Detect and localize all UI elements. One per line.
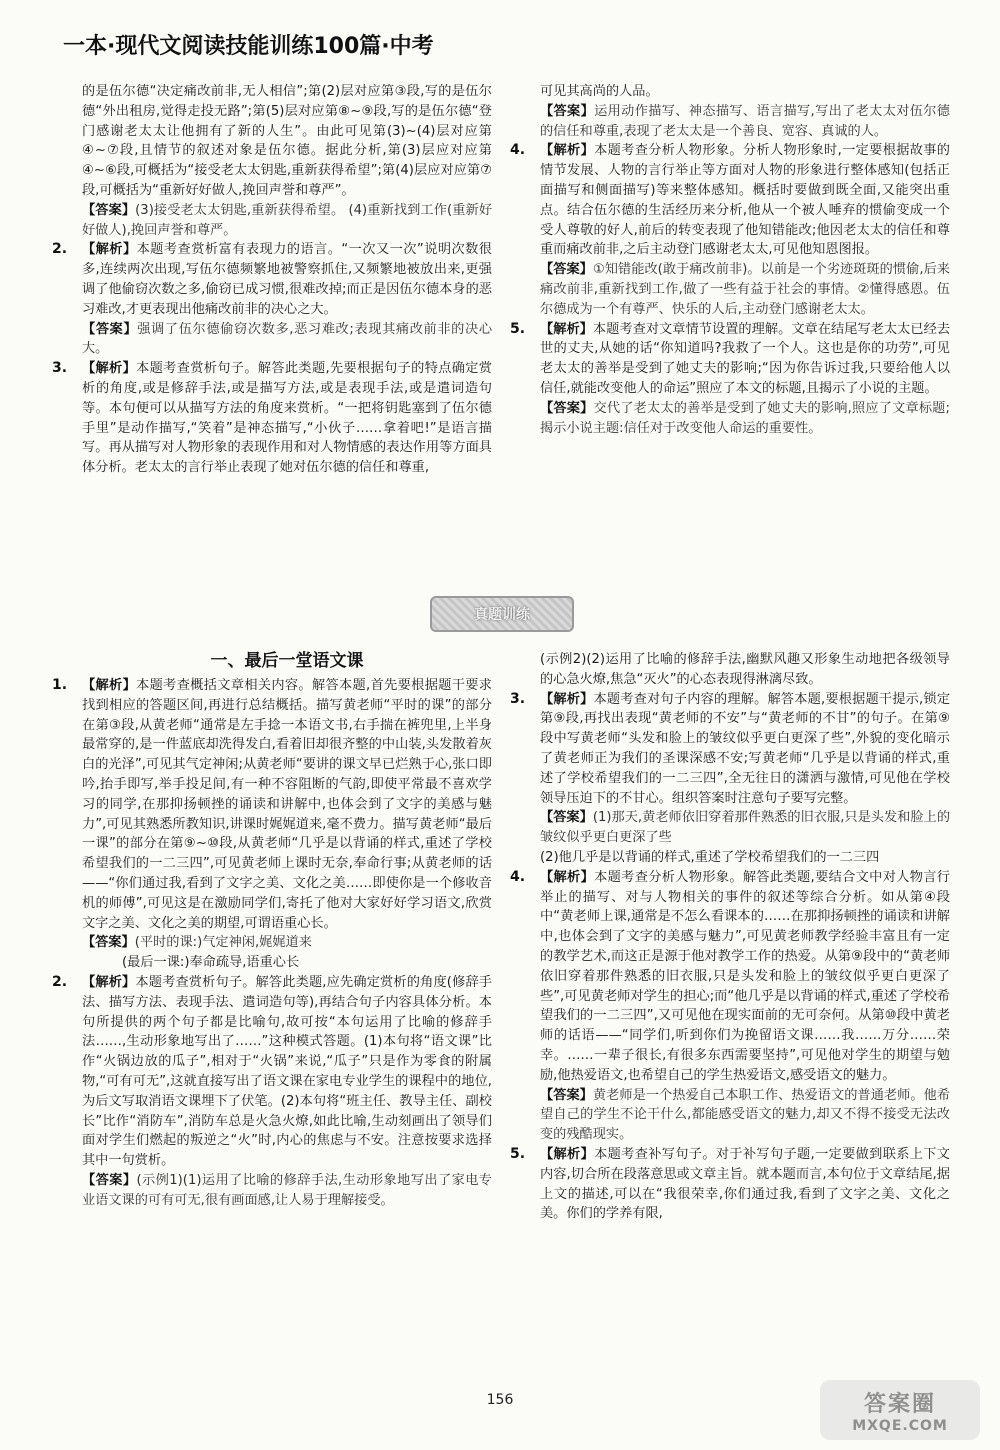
question-number: 2.: [52, 973, 68, 990]
watermark-logo: [820, 1380, 980, 1440]
analysis-tag: 【解析】: [540, 321, 593, 337]
question-number: 3.: [52, 360, 68, 377]
answer-paragraph: [540, 808, 950, 848]
analysis-paragraph: [540, 690, 950, 809]
question-2: [52, 973, 492, 1211]
answer-text: 强调了伍尔德偷窃次数多,恶习难改;表现其痛改前非的决心大。: [82, 321, 493, 357]
analysis-tag: 【解析】: [540, 1146, 595, 1162]
analysis-tag: 【解析】: [540, 691, 594, 707]
paragraph: 可见其高尚的人品。: [540, 84, 659, 99]
answer-paragraph: [540, 1086, 950, 1145]
q1-continuation: [82, 82, 492, 240]
page-header: [63, 12, 960, 82]
analysis-tag: 【解析】: [82, 361, 137, 377]
q3-continuation: [540, 82, 950, 141]
answer-paragraph: [540, 399, 950, 439]
analysis-text: 本题考查对句子内容的理解。解答本题,要根据题干提示,锁定第⑨段,再找出表现“黄老师的不安”与“黄老师的不甘”的句子。在第⑨段中写黄老师“头发和脸上的皱纹似乎更白更深了些”,外貌的变化暗示了黄老师正为我们的圣课深感不安;写黄老师“几乎是以背诵的样式,重述了学校希望我们的一二三四”,全无往日的潇洒与激情,可见他在学校领导压迫下的不甘心。组织答案时注意句子要写完整。: [540, 691, 950, 806]
answer-paragraph: [82, 933, 492, 953]
analysis-text: 本题考查分析人物形象。解答此类题,要结合文中对人物言行举止的描写、对与人物相关的事件的叙述等综合分析。如从第④段中“黄老师上课,通常是不怎么看课本的……在那抑扬顿挫的诵读和讲解中,也体会到了文字的美感与魅力”,可见黄老师教学经验丰富且有一定的教学艺术,而这正是源于他对教学工作的热爱。从第⑨段中的“黄老师依旧穿着那件熟悉的旧衣服,只是头发和脸上的皱纹似乎更白更深了些”,可见黄老师对学生的担心;而“他几乎是以背诵的样式,重述了学校希望我们的一二三四”,又可见他在现实面前的无可奈何。从第⑩段中黄老师的话语——“同学们,听到你们为挽留语文课……我……万分……荣幸。……一辈子很长,有很多东西需要坚持”,可见他对学生的期望与勉励,他热爱语文,也希望自己的学生热爱语文,感受语文的魅力。: [540, 869, 950, 1083]
answer-line: (2)他几乎是以背诵的样式,重述了学校希望我们的一二三四: [540, 849, 880, 865]
analysis-text: 本题考查赏析句子。解答此类题,应先确定赏析的角度(修辞手法、描写方法、表现手法、遣词造句等),再结合句子内容具体分析。本句所提供的两个句子都是比喻句,故可按“本句运用了比喻的修辞手法……,生动形象地写出了……”这种模式答题。(1)本句将“语文课”比作“火锅边放的瓜子”,相对于“火锅”来说,“瓜子”只是作为零食的附属物,“可有可无”,这就直接写出了语文课在家电专业学生的课程中的地位,为后文写取消语文课埋下了伏笔。(2)本句将“班主任、教导主任、副校长”比作“消防车”,消防车总是火急火燎,如此比喻,生动刻画出了领导们面对学生们燃起的叛逆之“火”时,内心的焦虑与不安。注意按要求选择其中一句赏析。: [82, 974, 492, 1169]
answer-text: 交代了老太太的善举是受到了她丈夫的影响,照应了文章标题;揭示小说主题:信任对于改变他人命运的重要性。: [540, 400, 951, 436]
page-number: 156: [486, 1392, 514, 1408]
answer-text: (平时的课:)气定神闲,娓娓道来: [134, 935, 312, 951]
answer-paragraph: [82, 201, 492, 241]
question-4: [510, 141, 950, 319]
left-top-column: [52, 82, 493, 584]
answer-paragraph: [540, 102, 950, 142]
answer-text: ①知错能改(敢于痛改前非)。以前是一个劣迹斑斑的惯偷,后来痛改前非,重新找到工作,做了一些有益于社会的事情。②懂得感恩。伍尔德成为一个有尊严、快乐的人后,主动登门感谢老太太。: [540, 262, 950, 317]
answer-text: (示例1)(1)运用了比喻的修辞手法,生动形象地写出了家电专业语文课的可有可无,很有画面感,让人易于理解接受。: [82, 1172, 492, 1208]
paragraph: 的是伍尔德“决定痛改前非,无人相信”;第(2)层对应第③段,写的是伍尔德“外出租房,觉得走投无路”;第(5)层对应第⑧~⑨段,写的是伍尔德“登门感谢老太太让他拥有了新的人生”。由此可见第(3)~(4)层对应第④~⑦段,且情节的叙述对象是伍尔德。据此分析,第(3)层应对应第④~⑥段,可概括为“接受老太太钥匙,重新获得希望”;第(4)层应对应第⑦段,可概括为“重新好好做人,挽回声誉和尊严”。: [82, 84, 492, 198]
answer-text: (1)那天,黄老师依旧穿着那件熟悉的旧衣服,只是头发和脸上的皱纹似乎更白更深了些: [540, 810, 951, 846]
paragraph: (示例2)(2)运用了比喻的修辞手法,幽默风趣又形象生动地把各级领导的心急火燎,焦急“灭火”的心态表现得淋漓尽致。: [540, 652, 950, 687]
answer-tag: 【答案】: [82, 202, 136, 218]
analysis-tag: 【解析】: [82, 242, 137, 258]
answer-tag: 【答案】: [82, 1172, 137, 1188]
q2-continuation: [540, 650, 950, 690]
analysis-paragraph: [540, 320, 950, 399]
question-number: 4.: [510, 868, 526, 885]
analysis-tag: 【解析】: [540, 869, 595, 885]
right-bottom-column: [510, 650, 951, 1390]
question-number: 4.: [510, 142, 526, 159]
analysis-text: 本题考查对文章情节设置的理解。文章在结尾写老太太已经去世的丈夫,从她的话“你知道吗?我救了一个人。这也是你的功劳”,可见老太太的善举是受到了她丈夫的影响;“因为你告诉过我,只要给他人以信任,就能改变他人的命运”照应了本文的标题,且揭示了小说的主题。: [540, 321, 951, 396]
question-5: [510, 320, 951, 439]
analysis-paragraph: [82, 359, 492, 478]
answer-tag: 【答案】: [82, 321, 138, 337]
question-number: 1.: [52, 677, 68, 693]
answer-tag: 【答案】: [540, 103, 595, 119]
answer-line: (最后一课:)奉命疏导,语重心长: [122, 955, 300, 971]
analysis-paragraph: [540, 868, 950, 1086]
analysis-paragraph: [82, 973, 492, 1171]
analysis-tag: 【解析】: [540, 143, 595, 159]
watermark-text: 答案圈: [863, 1391, 936, 1417]
answer-text: 运用动作描写、神态描写、语言描写,写出了老太太对伍尔德的信任和尊重,表现了老太太是一个善良、宽容、真诚的人。: [540, 103, 950, 139]
answer-paragraph: [82, 1171, 492, 1211]
answer-tag: 【答案】: [82, 935, 135, 951]
right-top-column: [510, 82, 951, 584]
question-number: 3.: [510, 690, 526, 707]
question-1: [52, 676, 492, 973]
watermark-url: MXQE.COM: [852, 1417, 948, 1434]
question-5: [510, 1145, 950, 1224]
answer-tag: 【答案】: [540, 262, 593, 278]
section-title: 一、最后一堂语文课: [210, 651, 364, 671]
question-number: 5.: [510, 320, 526, 337]
answer-tag: 【答案】: [540, 1087, 593, 1103]
analysis-paragraph: [540, 141, 950, 260]
analysis-text: 本题考查概括文章相关内容。解答本题,首先要根据题干要求找到相应的答题区间,再进行总结概括。描写黄老师“平时的课”的部分在第③段,从黄老师“通常是左手捻一本语文书,右手揣在裤兜里,上半身最常穿的,是一件蓝底却洗得发白,看着旧却很齐整的中山装,头发散着灰白的光泽”,可见其气定神闲;从黄老师“要讲的课文早已烂熟于心,张口即吟,抬手即写,举手投足间,有一种不容阻断的气韵,即使平常最不喜欢学习的同学,在那抑扬顿挫的诵读和讲解中,也体会到了文字的美感与魅力”,可见其熟悉所教知识,讲课时娓娓道来,毫不费力。描写黄老师“最后一课”的部分在第⑨~⑩段,从黄老师“几乎是以背诵的样式,重述了学校希望我们的一二三四”,可见黄老师上课时无奈,奉命行事;从黄老师的话——“你们通过我,看到了文字之美、文化之美……即使你是一个修收音机的师傅”,可见这是在激励同学们,寄托了他对大家好好学习语文,欣赏文字之美、文化之美的期望,可谓语重心长。: [82, 678, 492, 931]
analysis-text: 本题考查分析人物形象。分析人物形象时,一定要根据故事的情节发展、人物的言行举止等方面对人物的形象进行整体感知(包括正面描写和侧面描写)等来整体感知。概括时要做到既全面,又能突出重点。结合伍尔德的生活经历来分析,他从一个被人唾弃的惯偷变成一个受人尊敬的好人,前后的转变表现了他知错能改;他因老太太的信任和尊重而痛改前非,之后主动登门感谢老太太,可见他知恩图报。: [540, 143, 950, 258]
book-title: 一本·现代文阅读技能训练100篇·中考: [63, 34, 434, 59]
left-bottom-column: [52, 676, 492, 1376]
banner-label: 真题训练: [474, 607, 530, 623]
analysis-paragraph: [540, 1145, 950, 1224]
answer-paragraph: [82, 320, 492, 360]
answer-text: 黄老师是一个热爱自己本职工作、热爱语文的普通老师。他希望自己的学生不论干什么,都能感受语文的魅力,却又不得不接受无法改变的残酷现实。: [540, 1087, 951, 1143]
analysis-text: 本题考查赏析句子。解答此类题,先要根据句子的特点确定赏析的角度,或是修辞手法,或是描写方法,或是表现手法,或是遣词造句等。本句便可以从描写方法的角度来赏析。“一把将钥匙塞到了伍尔德手里”是动作描写,“笑着”是神态描写,“小伙子……拿着吧!”是语言描写。再从描写对人物形象的表现作用和对人物情感的表达作用等方面具体分析。老太太的言行举止表现了她对伍尔德的信任和尊重,: [82, 361, 492, 476]
answer-paragraph: [540, 260, 950, 319]
analysis-paragraph: [82, 676, 492, 933]
answer-text: (3)接受老太太钥匙,重新获得希望。 (4)重新找到工作(重新好好做人),挽回声誉和尊严。: [82, 202, 493, 238]
section-banner: [430, 596, 574, 632]
question-4: [510, 868, 951, 1145]
analysis-text: 本题考查补写句子。对于补写句子题,一定要做到联系上下文内容,切合所在段落意思或文章主旨。就本题而言,本句位于文章结尾,据上文的描述,可以在“我很荣幸,你们通过我,看到了文字之美、文化之美。你们的学养有限,: [540, 1146, 950, 1222]
answer-tag: 【答案】: [540, 400, 594, 416]
analysis-paragraph: [82, 240, 492, 319]
question-2: [52, 240, 493, 359]
question-number: 5.: [510, 1145, 526, 1162]
question-3: [510, 690, 951, 868]
question-number: 2.: [52, 241, 68, 258]
analysis-tag: 【解析】: [82, 974, 136, 990]
analysis-text: 本题考查赏析富有表现力的语言。“一次又一次”说明次数很多,连续两次出现,写伍尔德频繁地被警察抓住,又频繁地被放出来,更强调了他偷窃次数之多,偷窃已成习惯,很难改掉;而正是因伍尔德本身的恶习难改,才更表现出他痛改前非的决心之大。: [82, 242, 492, 317]
analysis-tag: 【解析】: [82, 678, 137, 693]
answer-tag: 【答案】: [540, 810, 593, 826]
question-3: [52, 359, 492, 478]
